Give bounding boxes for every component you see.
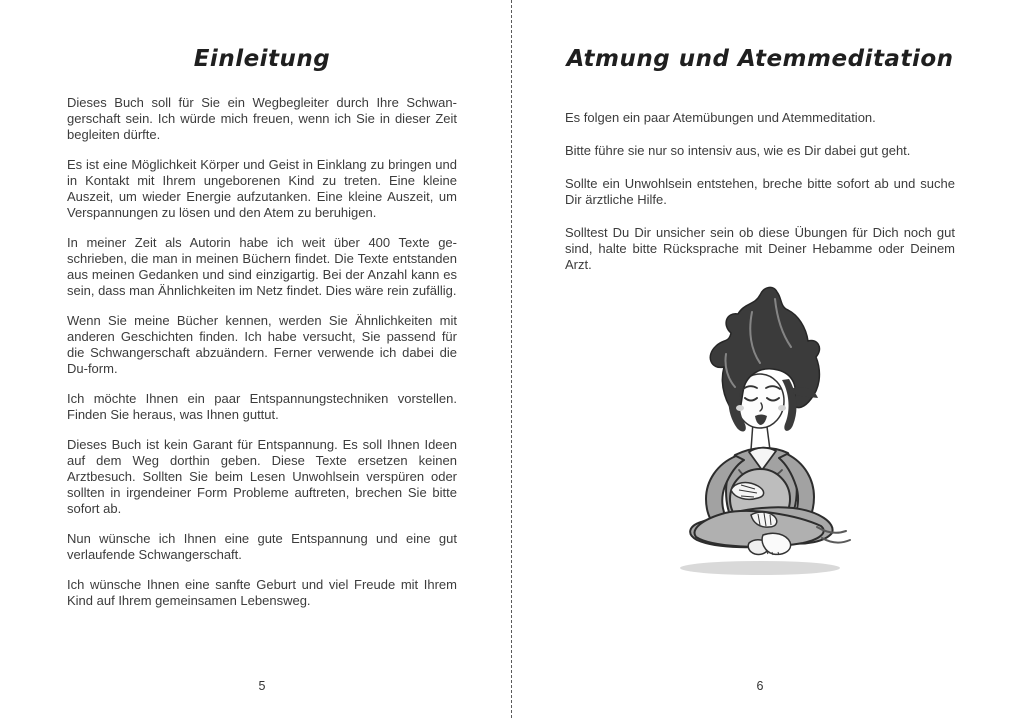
paragraph: Bitte führe sie nur so intensiv aus, wie es Dir dabei gut geht. <box>565 143 911 158</box>
left-page-body <box>67 75 457 609</box>
paragraph: In meiner Zeit als Autorin habe ich weit über 400 Texte geschrieben, die man in meinen Büchern findet. Die Texte entstanden aus meinen Gedanken und sind einzigartig. Bei der Anzahl kann es sein, dass man Ähnlichkeiten im Netz findet. Dies wäre rein zufällig. <box>67 235 457 298</box>
paragraph: Dieses Buch soll für Sie ein Wegbegleiter durch Ihre Schwangerschaft sein. Ich würde mich freuen, wenn ich Sie in dieser Zeit begleiten dürfte. <box>67 95 457 142</box>
page-right <box>565 0 955 584</box>
ground-shadow <box>680 561 840 575</box>
paragraph: Ich wünsche Ihnen eine sanfte Geburt und viel Freude mit Ihrem Kind auf Ihrem gemeinsamen Lebensweg. <box>67 577 457 608</box>
paragraph: Nun wünsche ich Ihnen eine gute Entspannung und eine gut verlaufende Schwangerschaft. <box>67 531 457 562</box>
blush-right <box>778 405 786 411</box>
paragraph: Es ist eine Möglichkeit Körper und Geist in Einklang zu bringen und in Kontakt mit Ihrem ungeborenen Kind zu treten. Eine kleine Auszeit, um wieder Energie aufzutanken. Eine kleine Auszeit, um Verspannungen zu lösen und den Atem zu beruhigen. <box>67 157 457 220</box>
paragraph: Solltest Du Dir unsicher sein ob diese Übungen für Dich noch gut sind, halte bitte Rücksprache mit Deiner Hebamme oder Deinem Arzt. <box>565 225 955 272</box>
right-page-number: 6 <box>756 679 764 693</box>
illustration-container <box>565 284 955 584</box>
blush-left <box>736 405 744 411</box>
left-page-title: Einleitung <box>193 46 331 72</box>
page-left <box>67 0 457 623</box>
pregnant-woman-meditation-illustration <box>665 284 855 579</box>
page-divider-dashed-line <box>511 0 512 718</box>
paragraph: Wenn Sie meine Bücher kennen, werden Sie Ähnlichkeiten mit anderen Geschichten finden. Ich habe versucht, Sie passend für die Schwangerschaft abzuändern. Ferner verwende ich dabei die Du-form. <box>67 313 457 376</box>
paragraph: Dieses Buch ist kein Garant für Entspannung. Es soll Ihnen Ideen auf dem Weg dorthin geben. Diese Texte ersetzen keinen Arztbesuch. Sollten Sie beim Lesen Unwohlsein verspüren oder sollten in irgendeiner Form Probleme auftreten, brechen Sie bitte sofort ab. <box>67 437 457 516</box>
left-page-number: 5 <box>258 679 266 693</box>
right-page-title: Atmung und Atemmeditation <box>566 46 954 72</box>
paragraph: Sollte ein Unwohlsein entstehen, breche bitte sofort ab und suche Dir ärztliche Hilfe. <box>565 176 955 207</box>
right-page-body <box>565 75 955 273</box>
paragraph: Es folgen ein paar Atemübungen und Atemmeditation. <box>565 110 876 125</box>
paragraph: Ich möchte Ihnen ein paar Entspannungstechniken vorstellen. Finden Sie heraus, was Ihnen guttut. <box>67 391 457 422</box>
